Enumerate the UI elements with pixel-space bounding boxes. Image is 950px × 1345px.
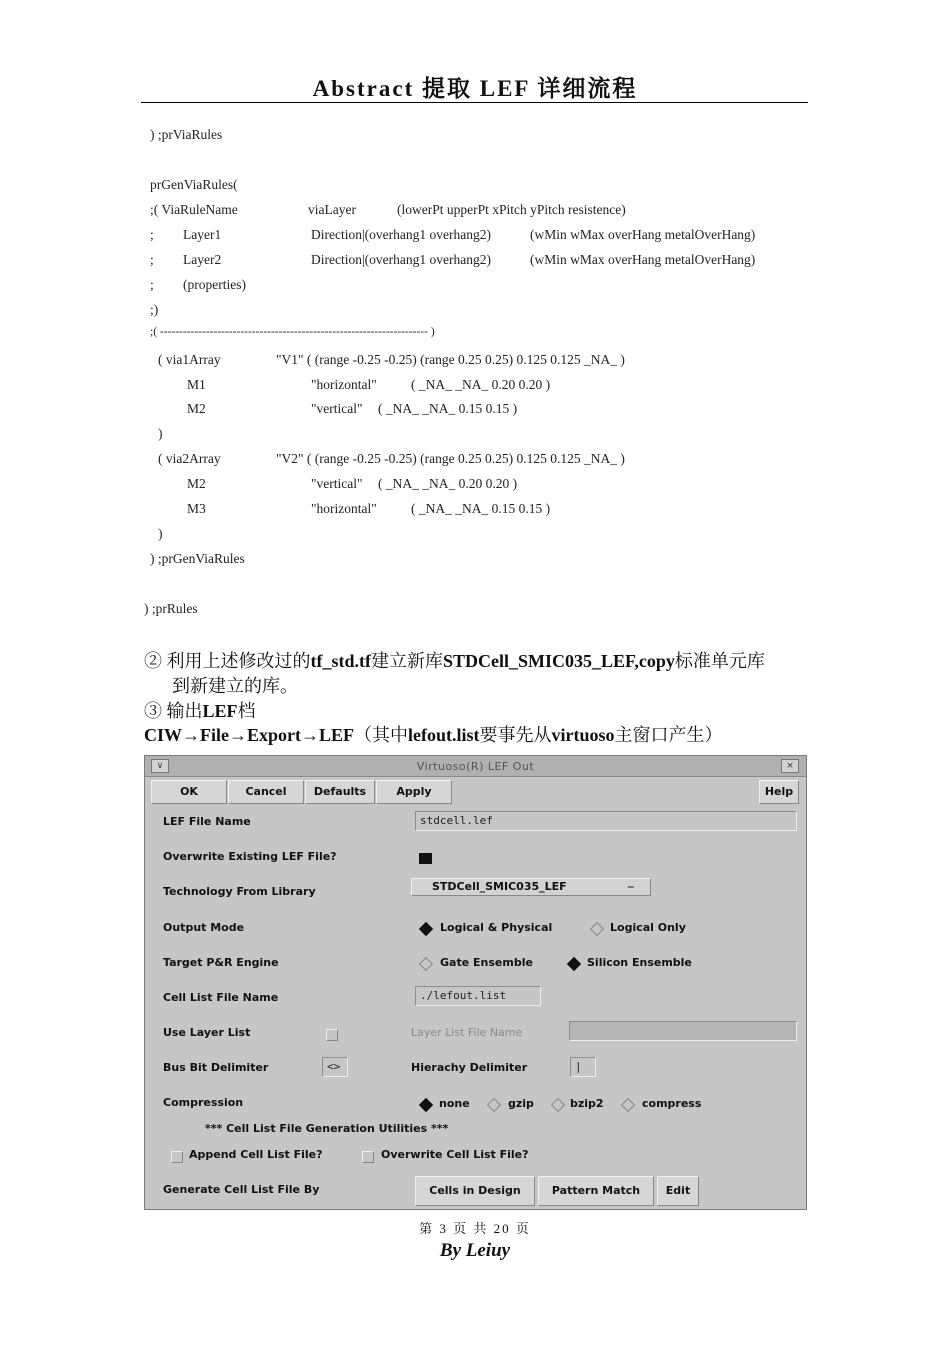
code-line: (wMin wMax overHang metalOverHang)	[530, 252, 756, 267]
compression-radio-none[interactable]	[419, 1098, 433, 1112]
compression-label: Compression	[163, 1096, 244, 1109]
code-line: "horizontal"	[311, 377, 377, 392]
overwrite-cell-label: Overwrite Cell List File?	[381, 1148, 529, 1161]
code-line: ( _NA_ _NA_ 0.20 0.20 )	[378, 476, 518, 491]
page-title: Abstract 提取 LEF 详细流程	[312, 76, 638, 101]
code-line: Layer2	[183, 252, 222, 267]
append-label: Append Cell List File?	[189, 1148, 323, 1161]
code-line: "V1" ( (range -0.25 -0.25) (range 0.25 0.25) 0.125 0.125 _NA_ )	[276, 352, 625, 367]
engine-option: Silicon Ensemble	[587, 956, 692, 969]
hier-delimiter-label: Hierachy Delimiter	[411, 1061, 528, 1074]
use-layer-checkbox[interactable]	[326, 1029, 338, 1041]
engine-radio-gate[interactable]	[419, 957, 433, 971]
edit-button[interactable]: Edit	[657, 1176, 699, 1206]
ciw-path: CIW→File→Export→LEF（其中lefout.list要事先从virtuoso主窗口产生）	[144, 725, 723, 745]
code-line: ( _NA_ _NA_ 0.15 0.15 )	[411, 501, 551, 516]
byline: By Leiuy	[439, 1240, 511, 1261]
code-line: Direction|(overhang1 overhang2)	[311, 227, 492, 242]
code-line: "V2" ( (range -0.25 -0.25) (range 0.25 0.25) 0.125 0.125 _NA_ )	[276, 451, 625, 466]
cancel-button[interactable]: Cancel	[228, 780, 304, 804]
option-menu-icon: ⎯	[628, 880, 634, 893]
overwrite-label: Overwrite Existing LEF File?	[163, 850, 337, 863]
close-button[interactable]: ×	[781, 759, 799, 773]
code-line: (properties)	[183, 277, 246, 292]
help-button[interactable]: Help	[759, 780, 799, 804]
code-line: M1	[187, 377, 206, 392]
hier-delimiter-input[interactable]: |	[570, 1057, 596, 1077]
dialog-button-bar	[145, 777, 806, 805]
overwrite-cell-checkbox[interactable]	[362, 1151, 374, 1163]
compression-option: gzip	[508, 1097, 534, 1110]
lef-out-dialog	[144, 755, 807, 1210]
code-line: "vertical"	[311, 476, 363, 491]
compression-radio-bzip2[interactable]	[551, 1098, 565, 1112]
bus-delimiter-label: Bus Bit Delimiter	[163, 1061, 269, 1074]
compression-radio-gzip[interactable]	[487, 1098, 501, 1112]
code-line: "horizontal"	[311, 501, 377, 516]
step-2: ② 利用上述修改过的tf_std.tf建立新库STDCell_SMIC035_LEF,copy标准单元库	[144, 651, 765, 671]
cell-list-input[interactable]: ./lefout.list	[415, 986, 541, 1006]
code-line: Direction|(overhang1 overhang2)	[311, 252, 492, 267]
code-line: "vertical"	[311, 401, 363, 416]
step-2-continued: 到新建立的库。	[172, 676, 298, 696]
code-line: ;	[150, 227, 154, 242]
compression-option: bzip2	[570, 1097, 604, 1110]
code-line: viaLayer	[308, 202, 356, 217]
append-checkbox[interactable]	[171, 1151, 183, 1163]
layer-file-label: Layer List File Name	[411, 1026, 523, 1039]
code-line: Layer1	[183, 227, 222, 242]
pattern-match-button[interactable]: Pattern Match	[538, 1176, 654, 1206]
overwrite-checkbox[interactable]	[419, 853, 432, 864]
apply-button[interactable]: Apply	[376, 780, 452, 804]
code-line: ) ;prGenViaRules	[150, 551, 245, 566]
output-mode-label: Output Mode	[163, 921, 245, 934]
utilities-heading: *** Cell List File Generation Utilities ***	[205, 1122, 449, 1135]
code-line: ) ;prViaRules	[150, 127, 223, 142]
engine-radio-silicon[interactable]	[567, 957, 581, 971]
tech-select[interactable]	[411, 878, 651, 896]
ok-button[interactable]: OK	[151, 780, 227, 804]
tech-label: Technology From Library	[163, 885, 316, 898]
window-menu-button[interactable]: ∨	[151, 759, 169, 773]
code-line: ;( ---------------------------------------------------------------------- )	[150, 326, 435, 338]
tech-select-value: STDCell_SMIC035_LEF	[432, 880, 567, 893]
compression-option: compress	[642, 1097, 702, 1110]
generate-label: Generate Cell List File By	[163, 1183, 320, 1196]
code-line: ( via1Array	[158, 352, 221, 367]
cell-list-label: Cell List File Name	[163, 991, 279, 1004]
code-line: ;( ViaRuleName	[150, 202, 238, 217]
code-line: )	[158, 526, 163, 541]
code-line: prGenViaRules(	[150, 177, 238, 192]
code-line: M3	[187, 501, 206, 516]
output-mode-radio-logical-physical[interactable]	[419, 922, 433, 936]
output-mode-option: Logical Only	[610, 921, 686, 934]
bus-delimiter-input[interactable]: <>	[322, 1057, 348, 1077]
engine-label: Target P&R Engine	[163, 956, 279, 969]
lef-file-input[interactable]: stdcell.lef	[415, 811, 797, 831]
dialog-title: Virtuoso(R) LEF Out	[416, 760, 535, 773]
output-mode-radio-logical-only[interactable]	[590, 922, 604, 936]
code-line: M2	[187, 476, 206, 491]
page-number: 第 3 页 共 20 页	[419, 1221, 531, 1236]
cells-in-design-button[interactable]: Cells in Design	[415, 1176, 535, 1206]
use-layer-label: Use Layer List	[163, 1026, 251, 1039]
lef-file-label: LEF File Name	[163, 815, 251, 828]
code-line: (lowerPt upperPt xPitch yPitch resistence)	[397, 202, 626, 217]
step-3: ③ 输出LEF档	[144, 701, 256, 721]
code-line: ;	[150, 277, 154, 292]
code-line: M2	[187, 401, 206, 416]
code-line: ;	[150, 252, 154, 267]
engine-option: Gate Ensemble	[440, 956, 533, 969]
code-line: ( _NA_ _NA_ 0.15 0.15 )	[378, 401, 518, 416]
compression-radio-compress[interactable]	[621, 1098, 635, 1112]
code-line: ( _NA_ _NA_ 0.20 0.20 )	[411, 377, 551, 392]
code-line: ;)	[150, 302, 159, 317]
code-line: ) ;prRules	[144, 601, 198, 616]
layer-file-input[interactable]	[569, 1021, 797, 1041]
code-line: (wMin wMax overHang metalOverHang)	[530, 227, 756, 242]
code-line: )	[158, 426, 163, 441]
output-mode-option: Logical & Physical	[440, 921, 553, 934]
header-rule	[141, 102, 808, 103]
dialog-titlebar	[145, 756, 806, 777]
defaults-button[interactable]: Defaults	[305, 780, 375, 804]
code-line: ( via2Array	[158, 451, 221, 466]
compression-option: none	[439, 1097, 470, 1110]
